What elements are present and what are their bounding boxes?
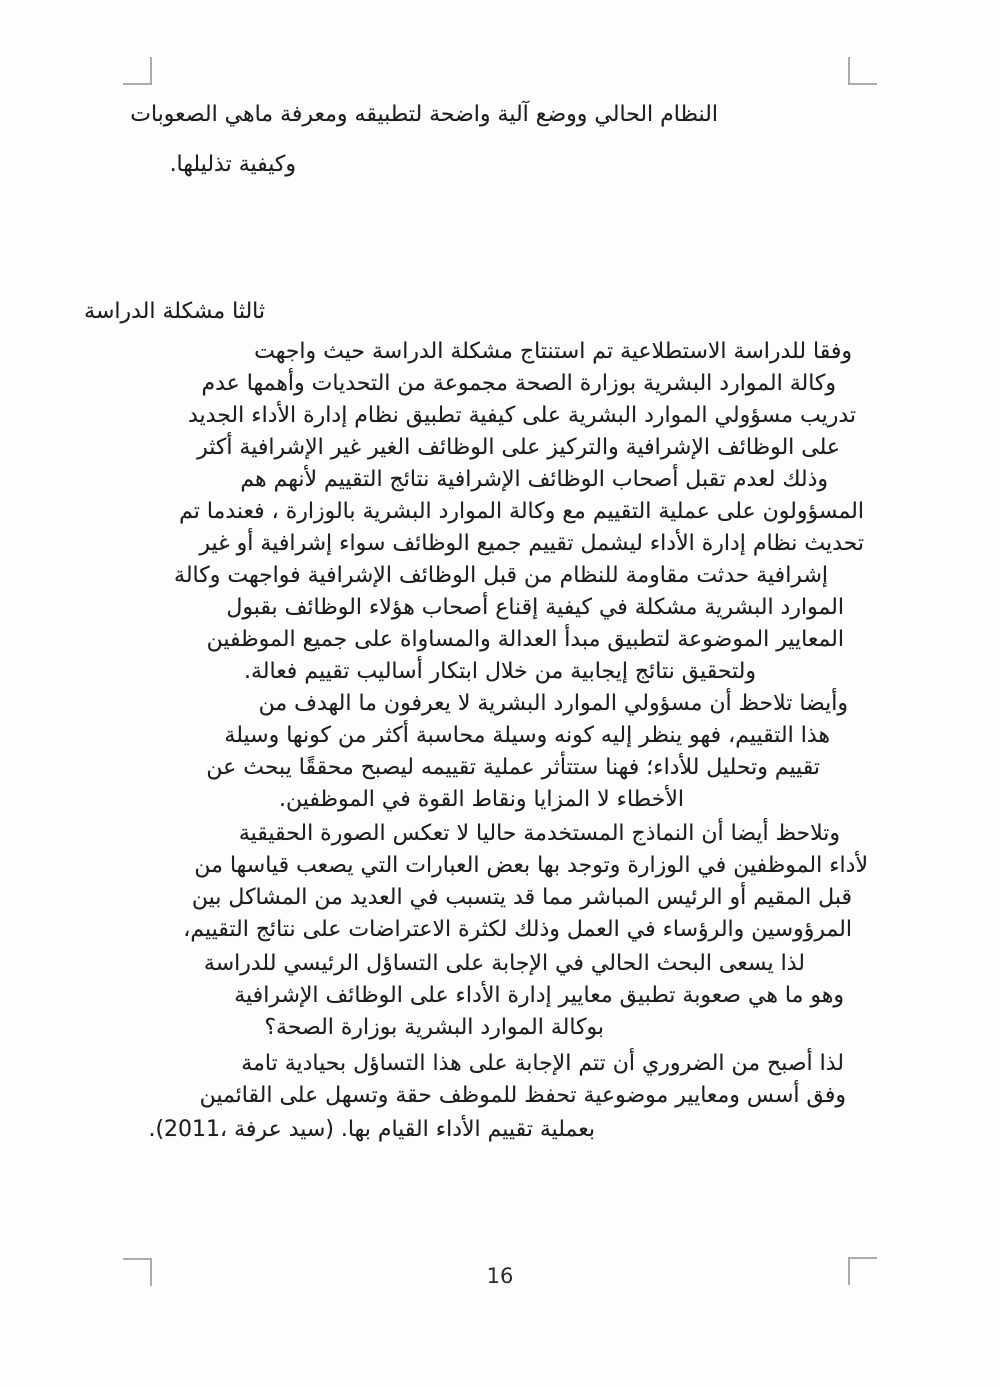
text-line: لذا أصبح من الضروري أن تتم الإجابة على هذا التساؤل بحيادية تامة: [241, 1051, 844, 1076]
text-line: بعملية تقييم الأداء القيام بها. (سيد عرفة ،2011).: [148, 1117, 595, 1142]
text-line: قبل المقيم أو الرئيس المباشر مما قد يتسبب في العديد من المشاكل بين: [191, 885, 852, 910]
text-line: وكيفية تذليلها.: [169, 152, 296, 177]
text-line: وفقا للدراسة الاستطلاعية تم استنتاج مشكلة الدراسة حيث واجهت: [254, 339, 852, 364]
text-line: على الوظائف الإشرافية والتركيز على الوظائف الغير غير الإشرافية أكثر: [197, 435, 840, 460]
text-line: النظام الحالي ووضع آلية واضحة لتطبيقه ومعرفة ماهي الصعوبات: [130, 102, 718, 127]
text-line: وكالة الموارد البشرية بوزارة الصحة مجموعة من التحديات وأهمها عدم: [201, 371, 836, 396]
text-line: وهو ما هي صعوبة تطبيق معايير إدارة الأداء على الوظائف الإشرافية: [234, 983, 844, 1008]
text-line: الموارد البشرية مشكلة في كيفية إقناع أصحاب هؤلاء الوظائف بقبول: [226, 595, 844, 620]
text-line: وتلاحظ أيضا أن النماذج المستخدمة حاليا لا تعكس الصورة الحقيقية: [238, 821, 840, 846]
text-line: بوكالة الموارد البشرية بوزارة الصحة؟: [264, 1015, 604, 1040]
text-line: تدريب مسؤولي الموارد البشرية على كيفية تطبيق نظام إدارة الأداء الجديد: [188, 403, 856, 428]
text-line: وأيضا تلاحظ أن مسؤولي الموارد البشرية لا يعرفون ما الهدف من: [258, 691, 848, 716]
text-line: ولتحقيق نتائج إيجابية من خلال ابتكار أساليب تقييم فعالة.: [244, 659, 756, 684]
text-line: لذا يسعى البحث الحالي في الإجابة على التساؤل الرئيسي للدراسة: [203, 951, 805, 976]
text-line: الأخطاء لا المزايا ونقاط القوة في الموظفين.: [278, 787, 684, 812]
page-number: 16: [486, 1264, 514, 1288]
text-line: تقييم وتحليل للأداء؛ فهنا ستتأثر عملية تقييمه ليصبح محققًا يبحث عن: [206, 755, 820, 780]
text-line: هذا التقييم، فهو ينظر إليه كونه وسيلة محاسبة أكثر من كونها وسيلة: [224, 723, 830, 748]
text-line: إشرافية حدثت مقاومة للنظام من قبل الوظائف الإشرافية فواجهت وكالة: [174, 563, 828, 588]
text-line: وذلك لعدم تقبل أصحاب الوظائف الإشرافية نتائج التقييم لأنهم هم: [240, 467, 828, 492]
crop-mark-top-left-icon: [123, 57, 152, 85]
text-line: المسؤولون على عملية التقييم مع وكالة الموارد البشرية بالوزارة ، فعندما تم: [179, 499, 864, 524]
text-line: المعايير الموضوعة لتطبيق مبدأ العدالة والمساواة على جميع الموظفين: [206, 627, 844, 652]
text-line: تحديث نظام إدارة الأداء ليشمل تقييم جميع الوظائف سواء إشرافية أو غير: [199, 531, 864, 556]
section-heading: ثالثا مشكلة الدراسة: [84, 299, 265, 324]
text-line: لأداء الموظفين في الوزارة وتوجد بها بعض العبارات التي يصعب قياسها من: [194, 853, 868, 878]
text-line: وفق أسس ومعايير موضوعية تحفظ للموظف حقة وتسهل على القائمين: [199, 1083, 846, 1108]
crop-mark-top-right-icon: [848, 57, 877, 85]
text-line: المرؤوسين والرؤساء في العمل وذلك لكثرة الاعتراضات على نتائج التقييم،: [183, 917, 852, 942]
